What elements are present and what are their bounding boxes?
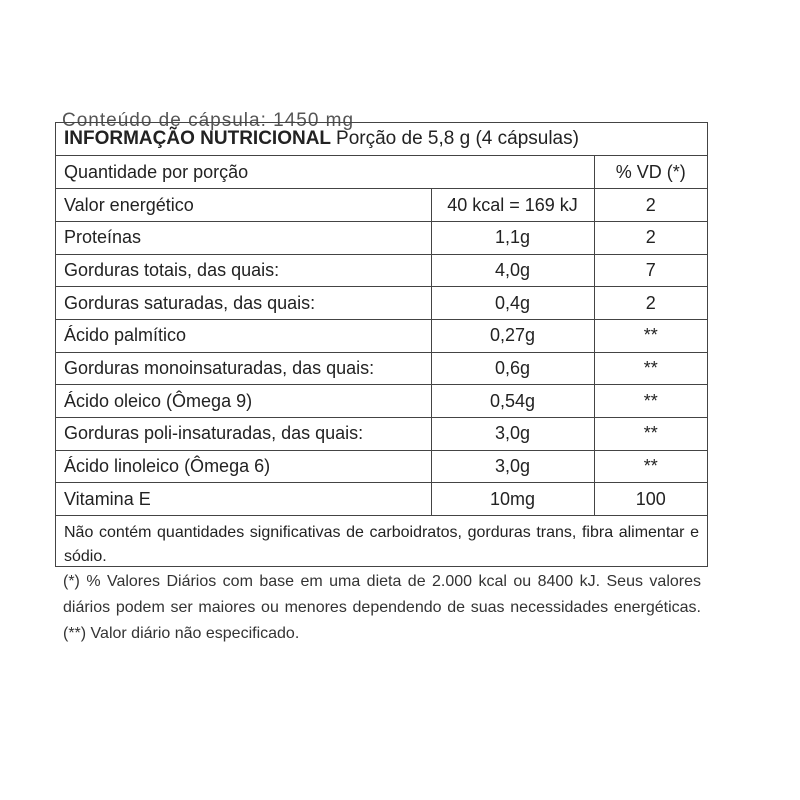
nutrient-label: Valor energético — [56, 189, 431, 222]
nutrient-label: Gorduras poli-insaturadas, das quais: — [56, 418, 431, 451]
nutrient-vd: 7 — [594, 254, 707, 287]
nutrition-table — [56, 156, 707, 516]
daily-value-footnote: (*) % Valores Diários com base em uma dieta de 2.000 kcal ou 8400 kJ. Seus valores diários podem ser maiores ou menores dependendo de suas necessidades energéticas. (**) Valor diário não especificado. — [63, 573, 701, 642]
nutrient-label: Proteínas — [56, 221, 431, 254]
nutrition-title-row — [56, 123, 707, 156]
nutrient-label: Gorduras totais, das quais: — [56, 254, 431, 287]
header-quantity-label: Quantidade por porção — [56, 156, 594, 189]
table-row — [56, 221, 707, 254]
nutrient-vd: 2 — [594, 189, 707, 222]
nutrient-amount: 4,0g — [431, 254, 594, 287]
table-header-row — [56, 156, 707, 189]
nutrition-title: INFORMAÇÃO NUTRICIONAL — [64, 128, 332, 149]
nutrient-label: Vitamina E — [56, 483, 431, 516]
nutrient-amount: 10mg — [431, 483, 594, 516]
cutoff-text-line — [62, 100, 392, 131]
nutrient-label: Ácido linoleico (Ômega 6) — [56, 450, 431, 483]
nutrient-amount: 0,27g — [431, 319, 594, 352]
header-vd-label: % VD (*) — [594, 156, 707, 189]
nutrient-amount: 40 kcal = 169 kJ — [431, 189, 594, 222]
nutrition-facts-panel — [55, 122, 708, 567]
nutrient-vd: ** — [594, 385, 707, 418]
table-row — [56, 385, 707, 418]
nutrient-vd: ** — [594, 352, 707, 385]
nutrient-vd: 100 — [594, 483, 707, 516]
nutrient-amount: 3,0g — [431, 450, 594, 483]
nutrient-label: Ácido oleico (Ômega 9) — [56, 385, 431, 418]
nutrition-note: Não contém quantidades significativas de carboidratos, gorduras trans, fibra alimentar e sódio. — [64, 524, 699, 566]
table-row — [56, 319, 707, 352]
nutrient-vd: ** — [594, 319, 707, 352]
nutrient-amount: 0,54g — [431, 385, 594, 418]
nutrient-vd: ** — [594, 450, 707, 483]
table-row — [56, 254, 707, 287]
nutrient-amount: 0,4g — [431, 287, 594, 320]
nutrient-amount: 0,6g — [431, 352, 594, 385]
nutrient-vd: 2 — [594, 221, 707, 254]
nutrient-vd: ** — [594, 418, 707, 451]
portion-size: Porção de 5,8 g (4 cápsulas) — [336, 128, 579, 149]
nutrient-label: Gorduras saturadas, das quais: — [56, 287, 431, 320]
cutoff-text: Conteúdo de cápsula: 1450 mg — [62, 110, 355, 131]
nutrient-label: Gorduras monoinsaturadas, das quais: — [56, 352, 431, 385]
nutrient-amount: 1,1g — [431, 221, 594, 254]
table-row — [56, 189, 707, 222]
nutrient-label: Ácido palmítico — [56, 319, 431, 352]
table-row — [56, 352, 707, 385]
table-row — [56, 287, 707, 320]
table-row — [56, 418, 707, 451]
table-row — [56, 450, 707, 483]
nutrient-vd: 2 — [594, 287, 707, 320]
table-row — [56, 483, 707, 516]
nutrient-amount: 3,0g — [431, 418, 594, 451]
